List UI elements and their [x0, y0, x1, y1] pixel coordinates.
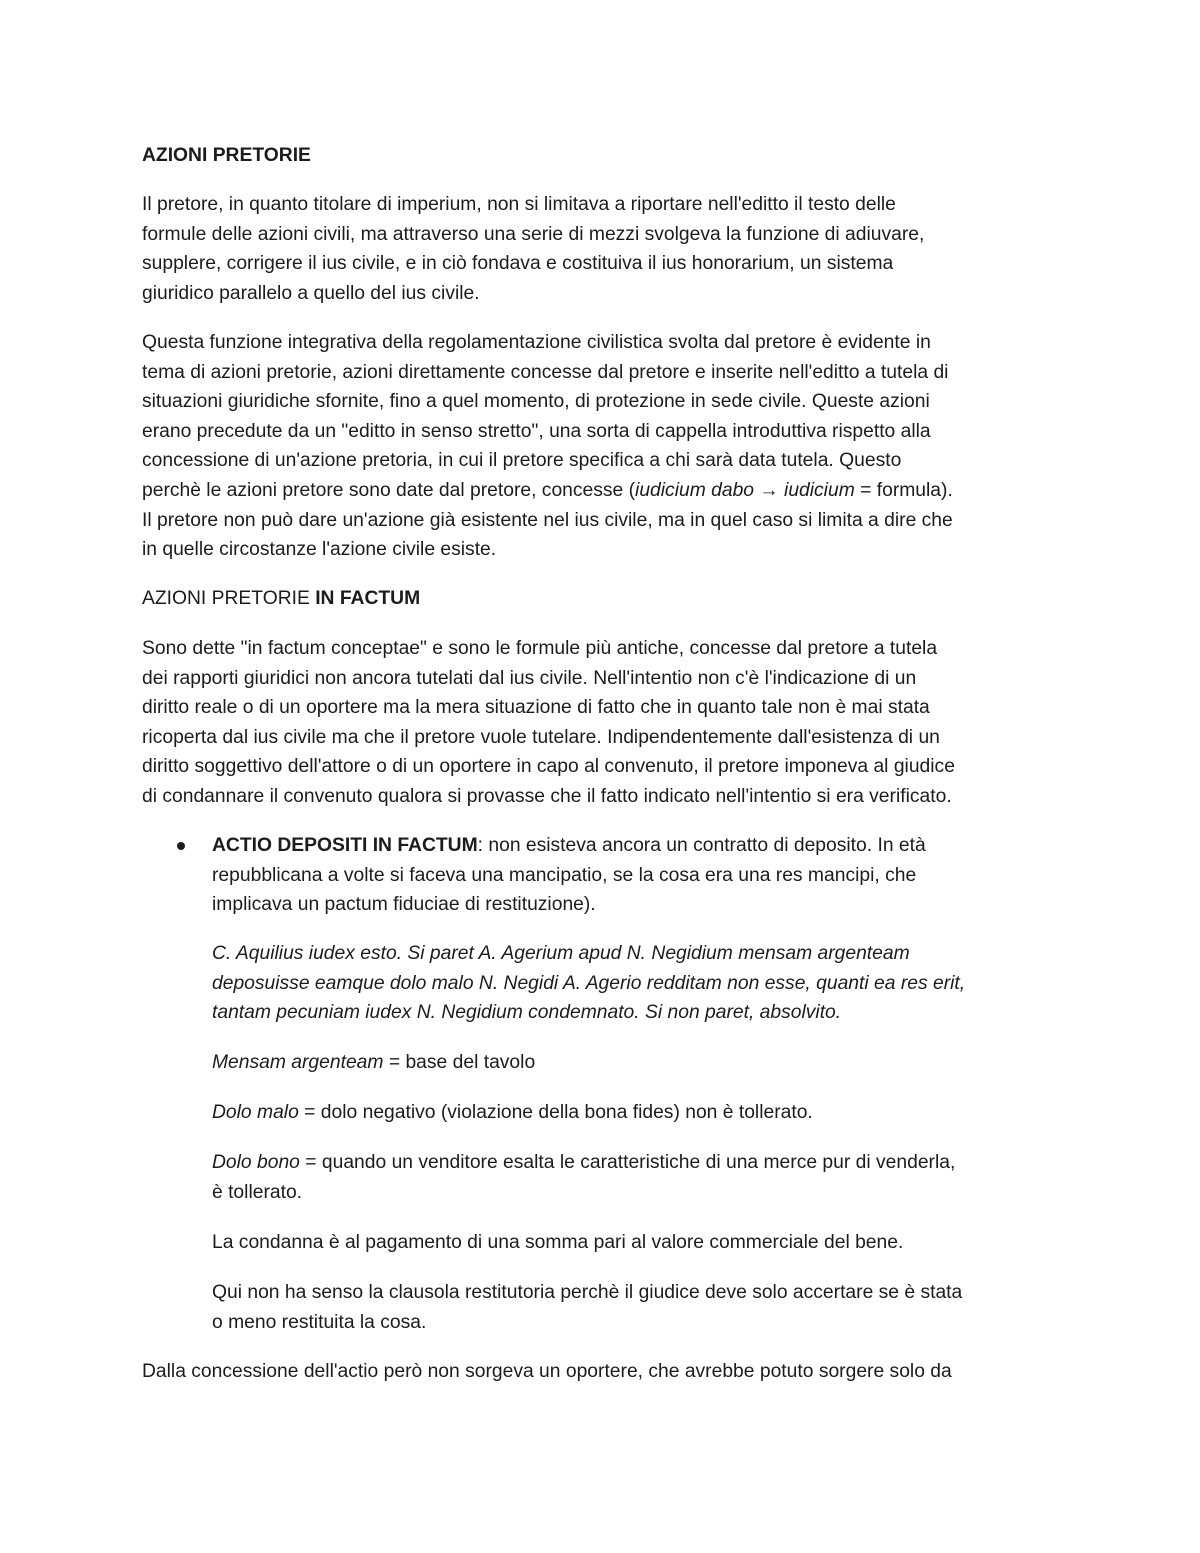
text-line: situazioni giuridiche sfornite, fino a quel momento, di protezione in sede civile. Queste azioni — [142, 391, 930, 413]
text-line: deposuisse eamque dolo malo N. Negidi A. Agerio redditam non esse, quanti ea res erit, — [212, 972, 966, 994]
paragraph-pretorian-actions — [142, 328, 1062, 565]
text-line-mixed — [142, 476, 1062, 506]
text-line: tema di azioni pretorie, azioni direttamente concesse dal pretore e inserite nell'editto a tutela di — [142, 361, 949, 383]
italic-term: iudicium dabo — [635, 479, 755, 501]
text-line: formule delle azioni civili, ma attraverso una serie di mezzi svolgeva la funzione di adiuvare, — [142, 223, 925, 245]
text-segment: : non esisteva ancora un contratto di deposito. In età — [477, 835, 926, 856]
text-line: Il pretore, in quanto titolare di imperium, non si limitava a riportare nell'editto il testo delle — [142, 194, 896, 215]
definition-term: Mensam argenteam — [212, 1052, 384, 1073]
definition-text: = dolo negativo (violazione della bona fides) non è tollerato. — [298, 1102, 813, 1123]
heading-line — [142, 584, 1062, 614]
text-line: dei rapporti giuridici non ancora tutelati dal ius civile. Nell'intentio non c'è l'indicazione di un — [142, 667, 917, 689]
text-line: erano precedute da un "editto in senso stretto", una sorta di cappella introduttiva rispetto alla — [142, 420, 931, 442]
text-line: supplere, corrigere il ius civile, e in ciò fondava e costituiva il ius honorarium, un sistema — [142, 253, 894, 275]
paragraph-intro — [142, 190, 1062, 308]
text-segment: perchè le azioni pretore sono date dal pretore, concesse ( — [142, 479, 636, 501]
text-line: Questa funzione integrativa della regolamentazione civilistica svolta dal pretore è evidente in — [142, 332, 931, 353]
bullet-item-actio-depositi — [212, 831, 1072, 920]
text-line: implicava un pactum fiduciae di restituzione). — [212, 894, 596, 916]
section-title — [142, 141, 1062, 171]
section-heading-in-factum — [142, 584, 1062, 614]
text-line: Dalla concessione dell'actio però non sorgeva un oportere, che avrebbe potuto sorgere solo da — [142, 1361, 952, 1382]
heading-plain: AZIONI PRETORIE — [142, 588, 316, 609]
text-line: è tollerato. — [212, 1181, 303, 1203]
paragraph-final — [142, 1357, 1062, 1387]
text-line: o meno restituita la cosa. — [212, 1311, 427, 1333]
text-line: concessione di un'azione pretoria, in cui il pretore specifica a chi sarà data tutela. Questo — [142, 450, 902, 472]
text-line: La condanna è al pagamento di una somma pari al valore commerciale del bene. — [212, 1232, 904, 1253]
paragraph-condanna — [212, 1228, 1072, 1258]
text-line: C. Aquilius iudex esto. Si paret A. Agerium apud N. Negidium mensam argenteam — [212, 943, 910, 964]
text-segment: = formula). — [854, 479, 953, 501]
definition-dolo-bono — [212, 1148, 1072, 1207]
heading-bold: IN FACTUM — [315, 588, 421, 609]
text-line: di condannare il convenuto qualora si provasse che il fatto indicato nell'intentio si era verificato. — [142, 785, 952, 807]
definition-term: Dolo bono — [212, 1152, 300, 1173]
bullet-first-line — [212, 831, 1072, 861]
formula-text — [212, 939, 1072, 1028]
paragraph-clausola — [212, 1278, 1072, 1337]
definition-line — [212, 1048, 1072, 1078]
text-line: repubblicana a volte si faceva una mancipatio, se la cosa era una res mancipi, che — [212, 864, 917, 886]
definition-line — [212, 1148, 1072, 1178]
text-line: Qui non ha senso la clausola restitutoria perchè il giudice deve solo accertare se è stata — [212, 1282, 963, 1303]
text-line: diritto soggettivo dell'attore o di un oportere in capo al convenuto, il pretore imponeva al giudice — [142, 756, 955, 778]
definition-text: = quando un venditore esalta le caratteristiche di una merce pur di venderla, — [299, 1152, 956, 1173]
definition-text: = base del tavolo — [383, 1052, 536, 1073]
text-line: Il pretore non può dare un'azione già esistente nel ius civile, ma in quel caso si limita a dire che — [142, 509, 953, 531]
text-line: tantam pecuniam iudex N. Negidium condemnato. Si non paret, absolvito. — [212, 1002, 842, 1024]
bullet-icon — [177, 842, 185, 850]
text-line: in quelle circostanze l'azione civile esiste. — [142, 539, 497, 561]
definition-dolo-malo — [212, 1098, 1072, 1128]
text-line: ricoperta dal ius civile ma che il pretore vuole tutelare. Indipendentemente dall'esistenza di un — [142, 726, 940, 748]
definition-mensam — [212, 1048, 1072, 1078]
arrow-glyph: → — [754, 479, 785, 501]
bullet-bold-term: ACTIO DEPOSITI IN FACTUM — [212, 835, 478, 856]
title-text: AZIONI PRETORIE — [142, 145, 311, 166]
text-line: Sono dette "in factum conceptae" e sono le formule più antiche, concesse dal pretore a tutela — [142, 638, 938, 659]
text-line: diritto reale o di un oportere ma la mera situazione di fatto che in quanto tale non è mai stata — [142, 697, 930, 719]
paragraph-in-factum — [142, 634, 1062, 812]
text-line: giuridico parallelo a quello del ius civile. — [142, 282, 480, 304]
italic-term: iudicium — [784, 479, 855, 501]
definition-term: Dolo malo — [212, 1102, 299, 1123]
definition-line — [212, 1098, 1072, 1128]
